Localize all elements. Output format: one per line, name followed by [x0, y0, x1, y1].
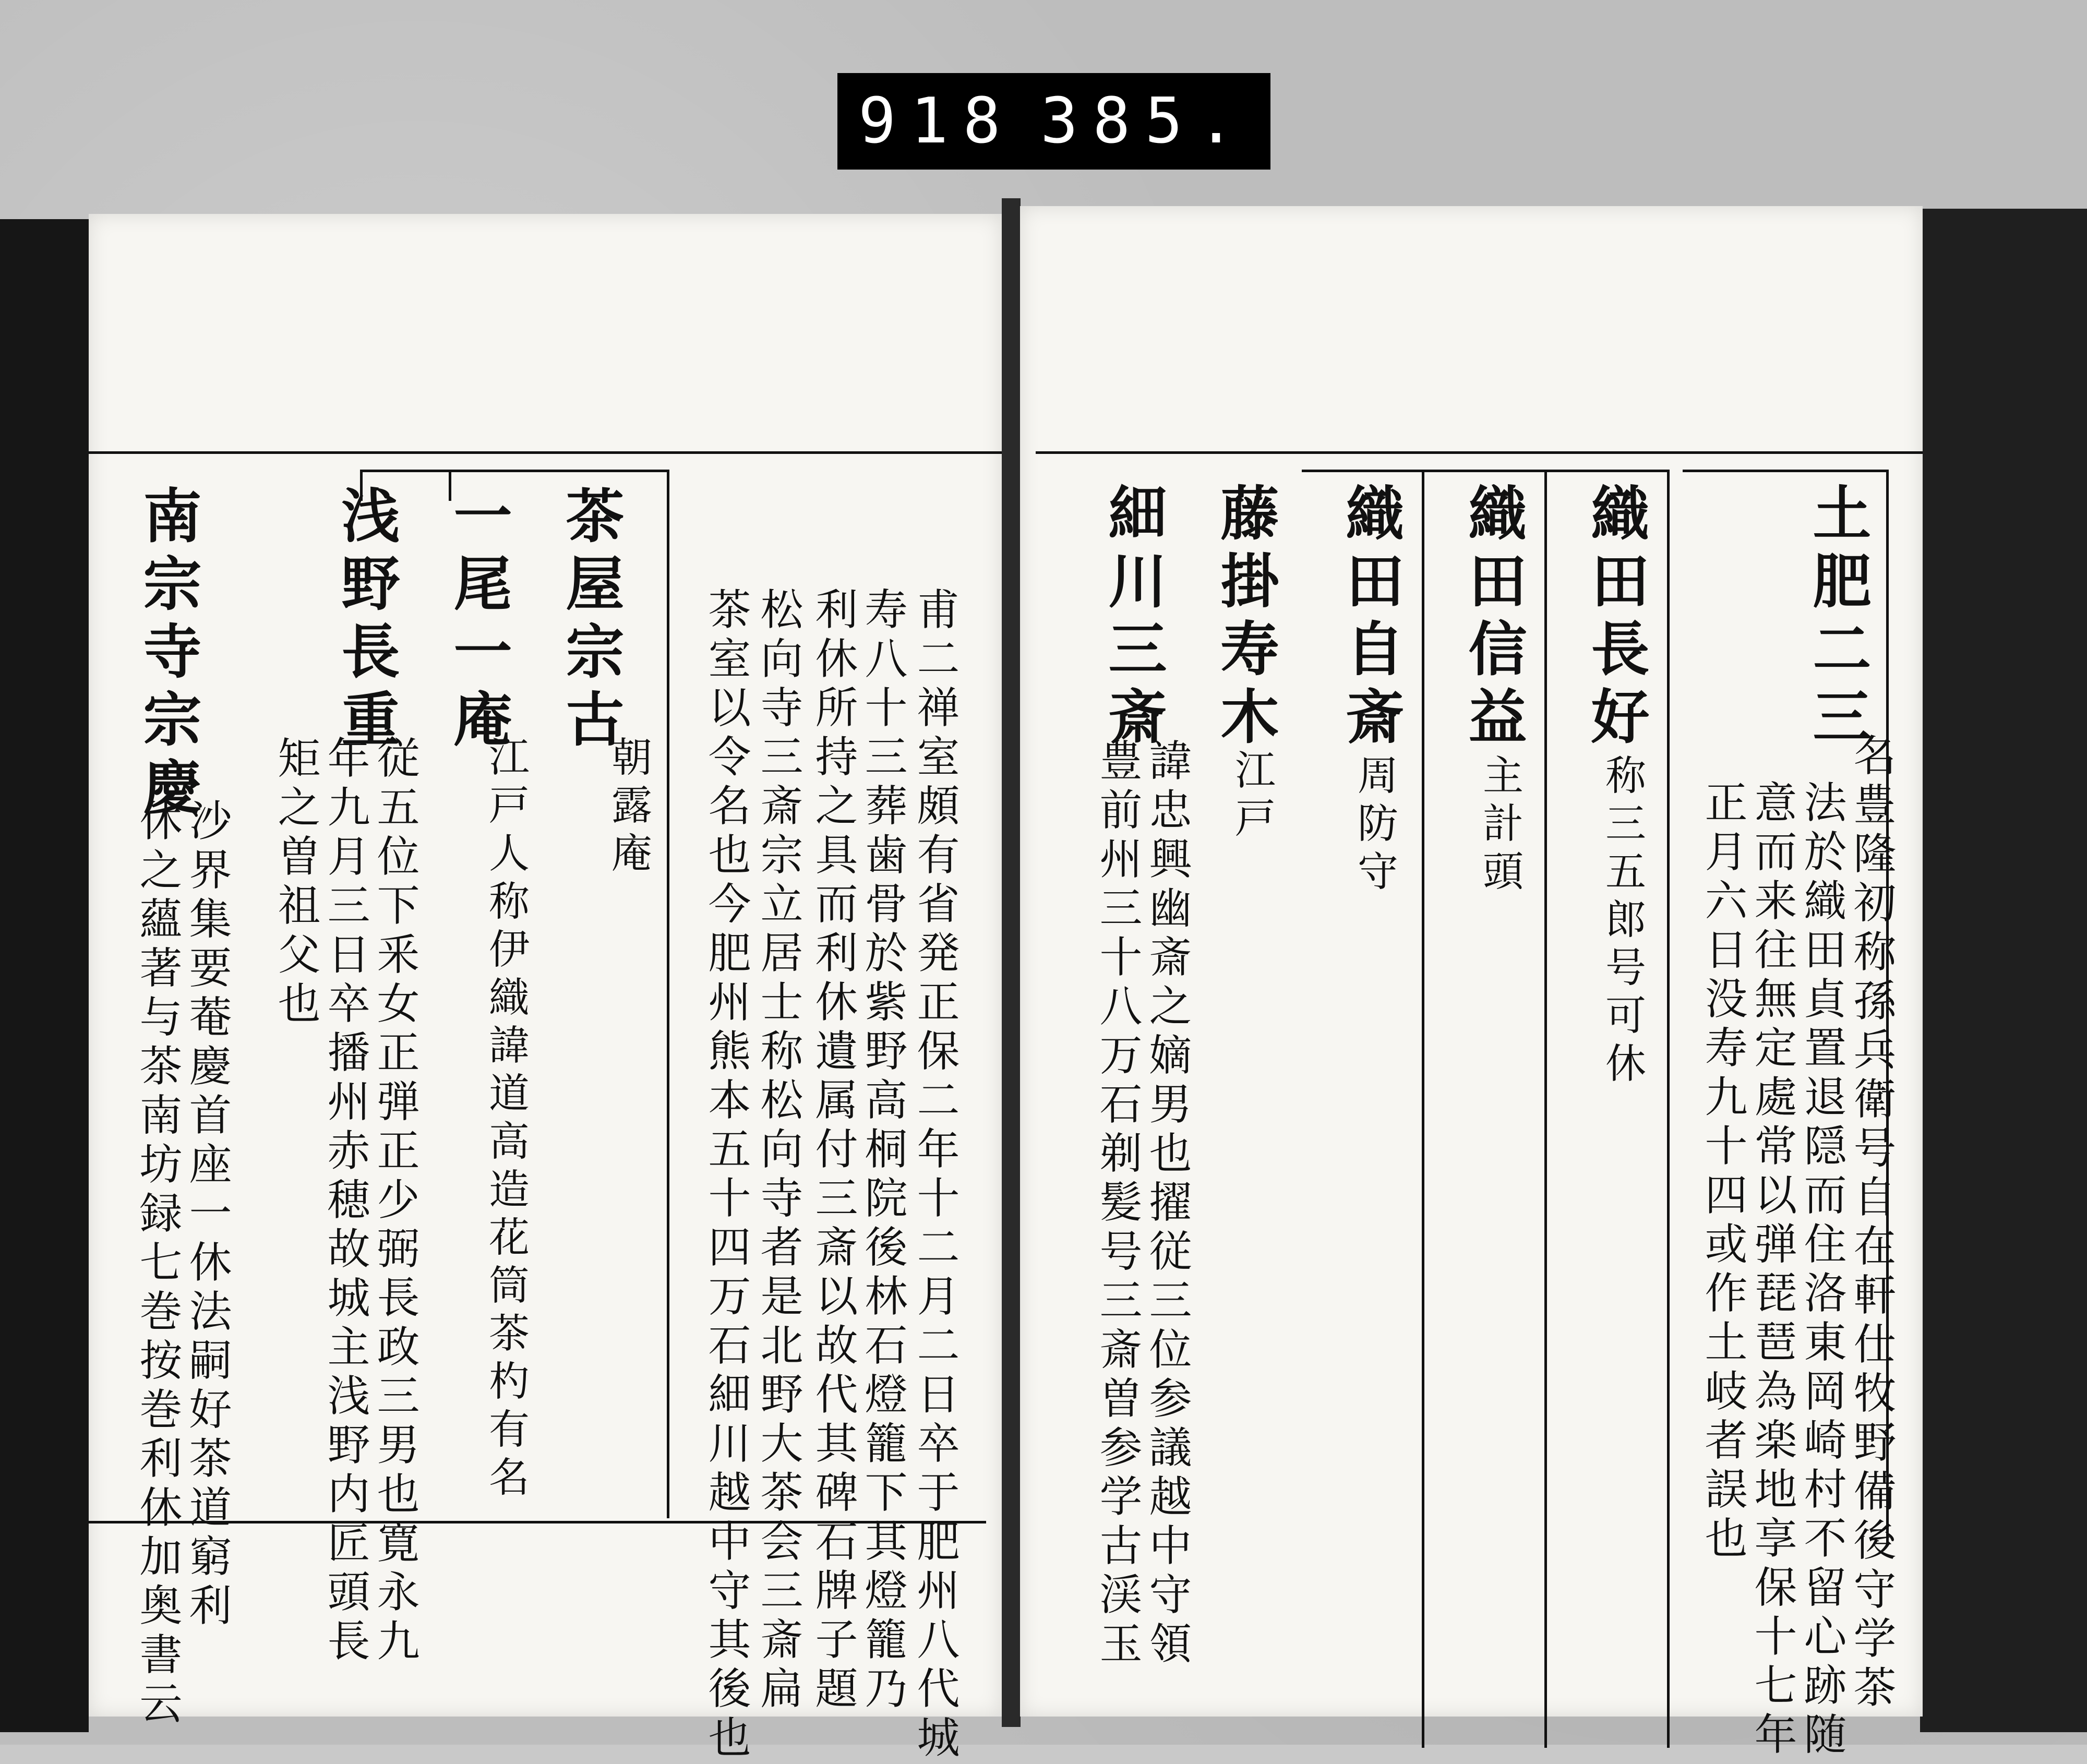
entry-name-chaya-soko: 茶屋宗古 — [556, 485, 625, 757]
bracket-top-rule — [360, 470, 668, 472]
entry-name-nanshuji-sokei: 南宗寺宗慶 — [134, 485, 202, 824]
entry-name-oda-jisai: 織田自斎 — [1336, 483, 1405, 754]
entry-text-doi-4: 正月六日没寿九十四或作土岐者誤也 — [1698, 780, 1747, 1565]
bracket-top-right-3 — [1422, 470, 1544, 472]
continuation-line-5: 茶室以令名也今肥州熊本五十四万石細川越中守其後也 — [701, 587, 751, 1764]
entry-text-nanshuji-2: 休之蘊著与茶南坊録七巻按巻利休加奥書云 — [133, 798, 182, 1730]
entry-text-hosokawa-2: 豊前州三十八万石剃髪号三斎曽参学古渓玉 — [1093, 738, 1142, 1670]
entry-text-fujikake-juboku: 江戸 — [1228, 749, 1275, 845]
right-page — [1020, 206, 1923, 1761]
bracket-top-right-4 — [1302, 470, 1422, 472]
bracket-top-right-1 — [1683, 470, 1886, 472]
entry-text-nanshuji-1: 沙界集要菴慶首座一休法嗣好茶道窮利 — [182, 798, 232, 1632]
entry-text-oda-jisai: 周防守 — [1351, 754, 1398, 898]
archive-right-number: 385. — [1040, 85, 1250, 158]
entry-name-hosokawa-sansai: 細川三斎 — [1099, 483, 1167, 754]
book-gutter — [1002, 198, 1021, 1727]
entry-text-chaya-soko: 朝露庵 — [605, 736, 652, 880]
entry-text-doi-1: 名豊隆初称孫兵衛号自在軒仕牧野備後守学茶 — [1846, 733, 1896, 1714]
entry-text-asano-3: 矩之曽祖父也 — [271, 736, 320, 1030]
entry-text-doi-3: 意而来往無定處常以弾琵琶為楽地享保十七年 — [1747, 780, 1797, 1761]
entry-name-oda-nagayoshi: 織田長好 — [1581, 483, 1650, 754]
continuation-line-3: 利休所持之具而利休遺属付三斎以故代其碑石牌子題 — [808, 587, 858, 1715]
continuation-line-4: 松向寺三斎宗立居士称松向寺者是北野大茶会三斎扁 — [753, 587, 803, 1715]
archive-left-number: 918 — [858, 85, 1015, 158]
entry-text-hosokawa-1: 諱忠興幽斎之嫡男也擢従三位参議越中守領 — [1142, 738, 1192, 1670]
entry-name-asano-nagashige: 浅野長重 — [332, 485, 400, 757]
entry-text-doi-2: 法於織田貞置退隠而住洛東岡崎村不留心跡随 — [1797, 780, 1846, 1761]
entry-text-asano-1: 従五位下釆女正弾正少弼長政三男也寛永九 — [370, 736, 419, 1667]
bracket-side-right-3 — [1544, 470, 1547, 1748]
book-edge-left — [0, 219, 89, 1732]
entry-text-asano-2: 年九月三日卒播州赤穂故城主浅野内匠頭長 — [320, 736, 370, 1667]
bracket-side-right-2 — [1667, 470, 1670, 1748]
entry-text-oda-nagayoshi: 称三五郎号可休 — [1599, 754, 1646, 1090]
book-edge-right — [1920, 209, 2087, 1732]
entry-text-oda-nobumasu: 主計頭 — [1476, 754, 1523, 898]
bracket-top-right-2 — [1542, 470, 1667, 472]
entry-name-ichibi-ichian: 一尾一庵 — [444, 485, 512, 757]
entry-text-ichibi-ichian: 江戸人称伊織諱道高造花筒茶杓有名 — [482, 736, 529, 1504]
top-border-rule-right — [1036, 451, 1923, 454]
entry-name-doi-nisan: 土肥二三 — [1803, 483, 1872, 754]
top-border-rule — [89, 451, 1002, 454]
left-page — [89, 214, 1002, 1764]
continuation-line-1: 甫二禅室頗有省発正保二年十二月二日卒于肥州八代城 — [910, 587, 959, 1764]
entry-name-fujikake-juboku: 藤掛寿木 — [1211, 483, 1279, 754]
bracket-right-rule — [667, 470, 669, 1518]
entry-name-oda-nobumasu: 織田信益 — [1459, 483, 1527, 754]
bracket-side-right-4 — [1422, 470, 1424, 1748]
archive-number-label — [837, 73, 1270, 170]
continuation-line-2: 寿八十三葬歯骨於紫野高桐院後林石燈籠下其燈籠乃 — [858, 587, 907, 1715]
